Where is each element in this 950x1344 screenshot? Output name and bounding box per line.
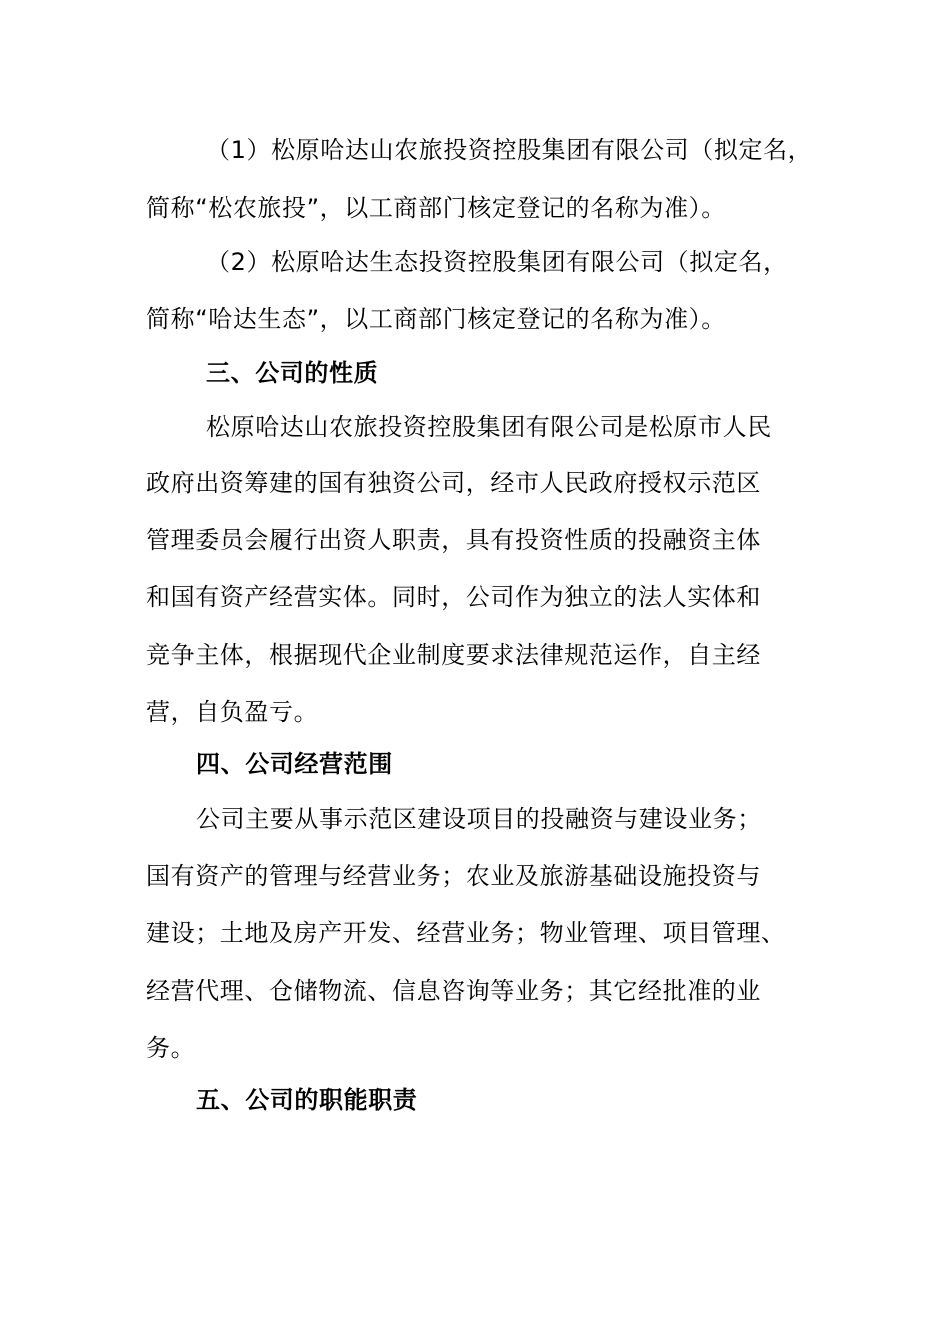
item-2-line-1: （2）松原哈达生态投资控股集团有限公司（拟定名，: [206, 248, 788, 276]
item-1-line-2: 简称“松农旅投”，以工商部门核定登记的名称为准）。: [146, 194, 726, 222]
section-3-line-4: 和国有资产经营实体。同时，公司作为独立的法人实体和: [146, 583, 761, 611]
section-3-line-3: 管理委员会履行出资人职责，具有投资性质的投融资主体: [146, 526, 761, 554]
section-3-heading: 三、公司的性质: [206, 359, 379, 387]
item-2-line-2: 简称“哈达生态”，以工商部门核定登记的名称为准）。: [146, 305, 726, 333]
item-1-line-1: （1）松原哈达山农旅投资控股集团有限公司（拟定名，: [206, 136, 813, 164]
section-4-heading: 四、公司经营范围: [196, 750, 393, 778]
section-4-line-3: 建设；土地及房产开发、经营业务；物业管理、项目管理、: [146, 919, 786, 947]
section-3-line-1: 松原哈达山农旅投资控股集团有限公司是松原市人民: [206, 413, 772, 441]
section-4-line-2: 国有资产的管理与经营业务；农业及旅游基础设施投资与: [146, 862, 761, 890]
section-3-line-6: 营，自负盈亏。: [146, 698, 319, 726]
section-4-line-4: 经营代理、仓储物流、信息咨询等业务；其它经批准的业: [146, 977, 761, 1005]
section-4-line-5: 务。: [146, 1034, 196, 1062]
section-3-line-5: 竞争主体，根据现代企业制度要求法律规范运作，自主经: [146, 641, 761, 669]
section-5-heading: 五、公司的职能职责: [196, 1086, 418, 1114]
section-3-line-2: 政府出资筹建的国有独资公司，经市人民政府授权示范区: [146, 469, 761, 497]
section-4-line-1: 公司主要从事示范区建设项目的投融资与建设业务；: [196, 805, 762, 833]
